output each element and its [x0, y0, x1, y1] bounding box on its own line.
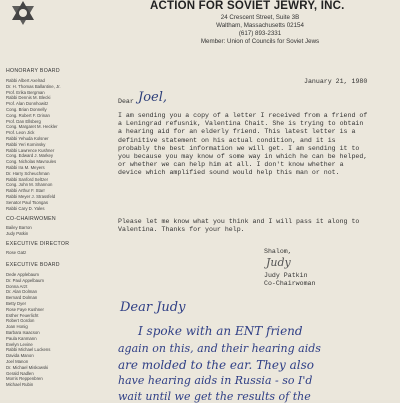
- board-member-name: Evelyn Levine: [6, 341, 33, 347]
- letter-line: you because you may know of some way in which he can be helped,: [118, 153, 368, 161]
- signer-block: [264, 272, 315, 288]
- board-member-name: Joan Honig: [6, 324, 28, 330]
- letter-line: a Leningrad refusnik, Valentina Chait. She is trying to obtain: [118, 120, 364, 128]
- honorary-board-list: [6, 78, 106, 211]
- letter-line: Valentina. Thanks for your help.: [118, 226, 245, 234]
- board-member-name: Rabbi Albert Axelrad: [6, 78, 45, 83]
- address-line-1: 24 Crescent Street, Suite 3B: [220, 14, 300, 21]
- board-member-name: Prof. Erika Bergman: [6, 89, 45, 95]
- letter-line: Please let me know what you think and I will pass it along to: [118, 218, 360, 225]
- handwritten-line: wait until we get the results of the: [118, 390, 311, 403]
- letter-date: January 21, 1980: [304, 78, 368, 85]
- organization-name: ACTION FOR SOVIET JEWRY, INC.: [150, 0, 345, 12]
- board-member-name: Rabbi Yeri Kominsky: [6, 141, 46, 147]
- board-member-name: Davida Manon: [6, 353, 34, 359]
- board-member-name: Cong. Margaret M. Heckler: [6, 124, 58, 130]
- handwritten-line: again on this, and their hearing aids: [118, 342, 321, 355]
- board-member-name: Paula Kanmann: [6, 335, 37, 341]
- letter-line: a hearing aid for an elderly friend. This latest letter is a: [118, 128, 356, 136]
- board-member-name: Dr. H. Thomas Ballantine, Jr.: [6, 83, 61, 89]
- board-member-name: Dr. Harry Scheuchman: [6, 170, 50, 176]
- board-member-name: Michael Rubin: [6, 382, 34, 388]
- board-member-name: Rabbi Ira M. Meyers: [6, 164, 45, 170]
- board-member-name: Dede Applebaum: [6, 272, 39, 277]
- letter-line: or whether we can help him at all. I don't know whether a: [118, 161, 344, 169]
- board-member-name: Rose Gatz: [6, 250, 27, 255]
- board-member-name: Prof. Alan Donnhowitz: [6, 101, 49, 107]
- board-member-name: Barbara Isaacson: [6, 329, 40, 335]
- board-member-name: Cong. Robert F. Drinan: [6, 112, 50, 118]
- handwritten-signature: Judy: [266, 256, 291, 269]
- executive-director-list: [6, 250, 106, 256]
- board-member-name: Bernard Dolman: [6, 295, 38, 301]
- board-member-name: Esther Feuerlicht: [6, 312, 39, 318]
- executive-director-title: EXECUTIVE DIRECTOR: [6, 241, 70, 247]
- executive-board-list: [6, 272, 106, 388]
- letter-line: device which amplified sound would help this man or not.: [118, 169, 340, 177]
- board-member-name: Bailey Barron: [6, 225, 32, 230]
- co-chairwomen-title: CO-CHAIRWOMEN: [6, 216, 56, 222]
- board-member-name: Morris Reppenbren: [6, 376, 43, 382]
- board-member-name: Cong. Edward J. Markey: [6, 153, 54, 159]
- board-member-name: Gerald Nadlen: [6, 370, 34, 376]
- board-member-name: Rabbi Michael Luckens: [6, 347, 51, 353]
- signer-title: Co-Chairwoman: [264, 280, 316, 288]
- board-member-name: Cong. Nicholas Mavroules: [6, 159, 57, 165]
- handwritten-line: have hearing aids in Russia - so I'd: [118, 374, 313, 387]
- board-member-name: Rabbi Meyer J. Strassfeld: [6, 193, 56, 199]
- honorary-board-title: HONORARY BOARD: [6, 68, 60, 74]
- executive-board-title: EXECUTIVE BOARD: [6, 262, 60, 268]
- signer-name: Judy Patkin: [264, 272, 308, 279]
- letter-paragraph-1: [118, 112, 392, 178]
- board-member-name: Prof. Leon Jick: [6, 130, 35, 136]
- board-member-name: Rabbi Lawrence Kushner: [6, 147, 55, 153]
- board-member-name: Rabbi Sanford Seltzer: [6, 176, 49, 182]
- co-chairwomen-list: [6, 225, 106, 237]
- board-member-name: Donna Arzt: [6, 283, 28, 289]
- letter-line: I am sending you a copy of a letter I received from a friend of: [118, 112, 368, 119]
- board-member-name: Joel Manon: [6, 358, 29, 364]
- board-member-name: Rose Faye Kushner: [6, 306, 44, 312]
- board-member-name: Judy Patkin: [6, 230, 29, 236]
- board-member-name: Rabbi Cary D. Yales: [6, 205, 45, 211]
- salutation: Dear: [118, 98, 134, 105]
- letter-line: definitive statement on his actual condition, and it is: [118, 136, 336, 144]
- handwritten-recipient-name: Joel,: [138, 90, 168, 105]
- board-member-name: Rabbi Yehuda Kolsner: [6, 135, 49, 141]
- handwritten-line: are molded to the ear. They also: [118, 358, 314, 372]
- letter-paragraph-2: [118, 218, 392, 234]
- board-member-name: Dr. Michael Miskowski: [6, 364, 49, 370]
- board-member-name: Rabbi Arthur F. Starr: [6, 188, 45, 194]
- phone-number: (617) 893-2331: [238, 30, 282, 37]
- handwritten-greeting: Dear Judy: [120, 300, 186, 315]
- board-member-name: Dr. Paul Appelbaum: [6, 277, 44, 283]
- board-member-name: Betty Dyer: [6, 300, 27, 306]
- letter-closing: Shalom,: [264, 248, 292, 255]
- board-member-name: Prof. Dan Ellsberg: [6, 118, 41, 124]
- board-member-name: Cong. John M. Shannon: [6, 182, 53, 188]
- address-line-2: Waltham, Massachusetts 02154: [216, 22, 304, 29]
- star-of-david-logo: [10, 0, 36, 26]
- board-member-name: Dr. Alan Dolman: [6, 289, 38, 295]
- board-member-name: Rabbi Dennis M. Blecki: [6, 95, 51, 101]
- board-member-name: Senator Paul Tsongas: [6, 199, 48, 205]
- board-member-name: Cong. Brian Donnelly: [6, 106, 47, 112]
- handwritten-line: I spoke with an ENT friend: [138, 324, 303, 338]
- board-member-name: Robert Gordon: [6, 318, 35, 324]
- letter-line: probably the best information we will get. I am sending it to: [118, 144, 360, 152]
- membership-line: Member: Union of Councils for Soviet Jews: [200, 38, 320, 45]
